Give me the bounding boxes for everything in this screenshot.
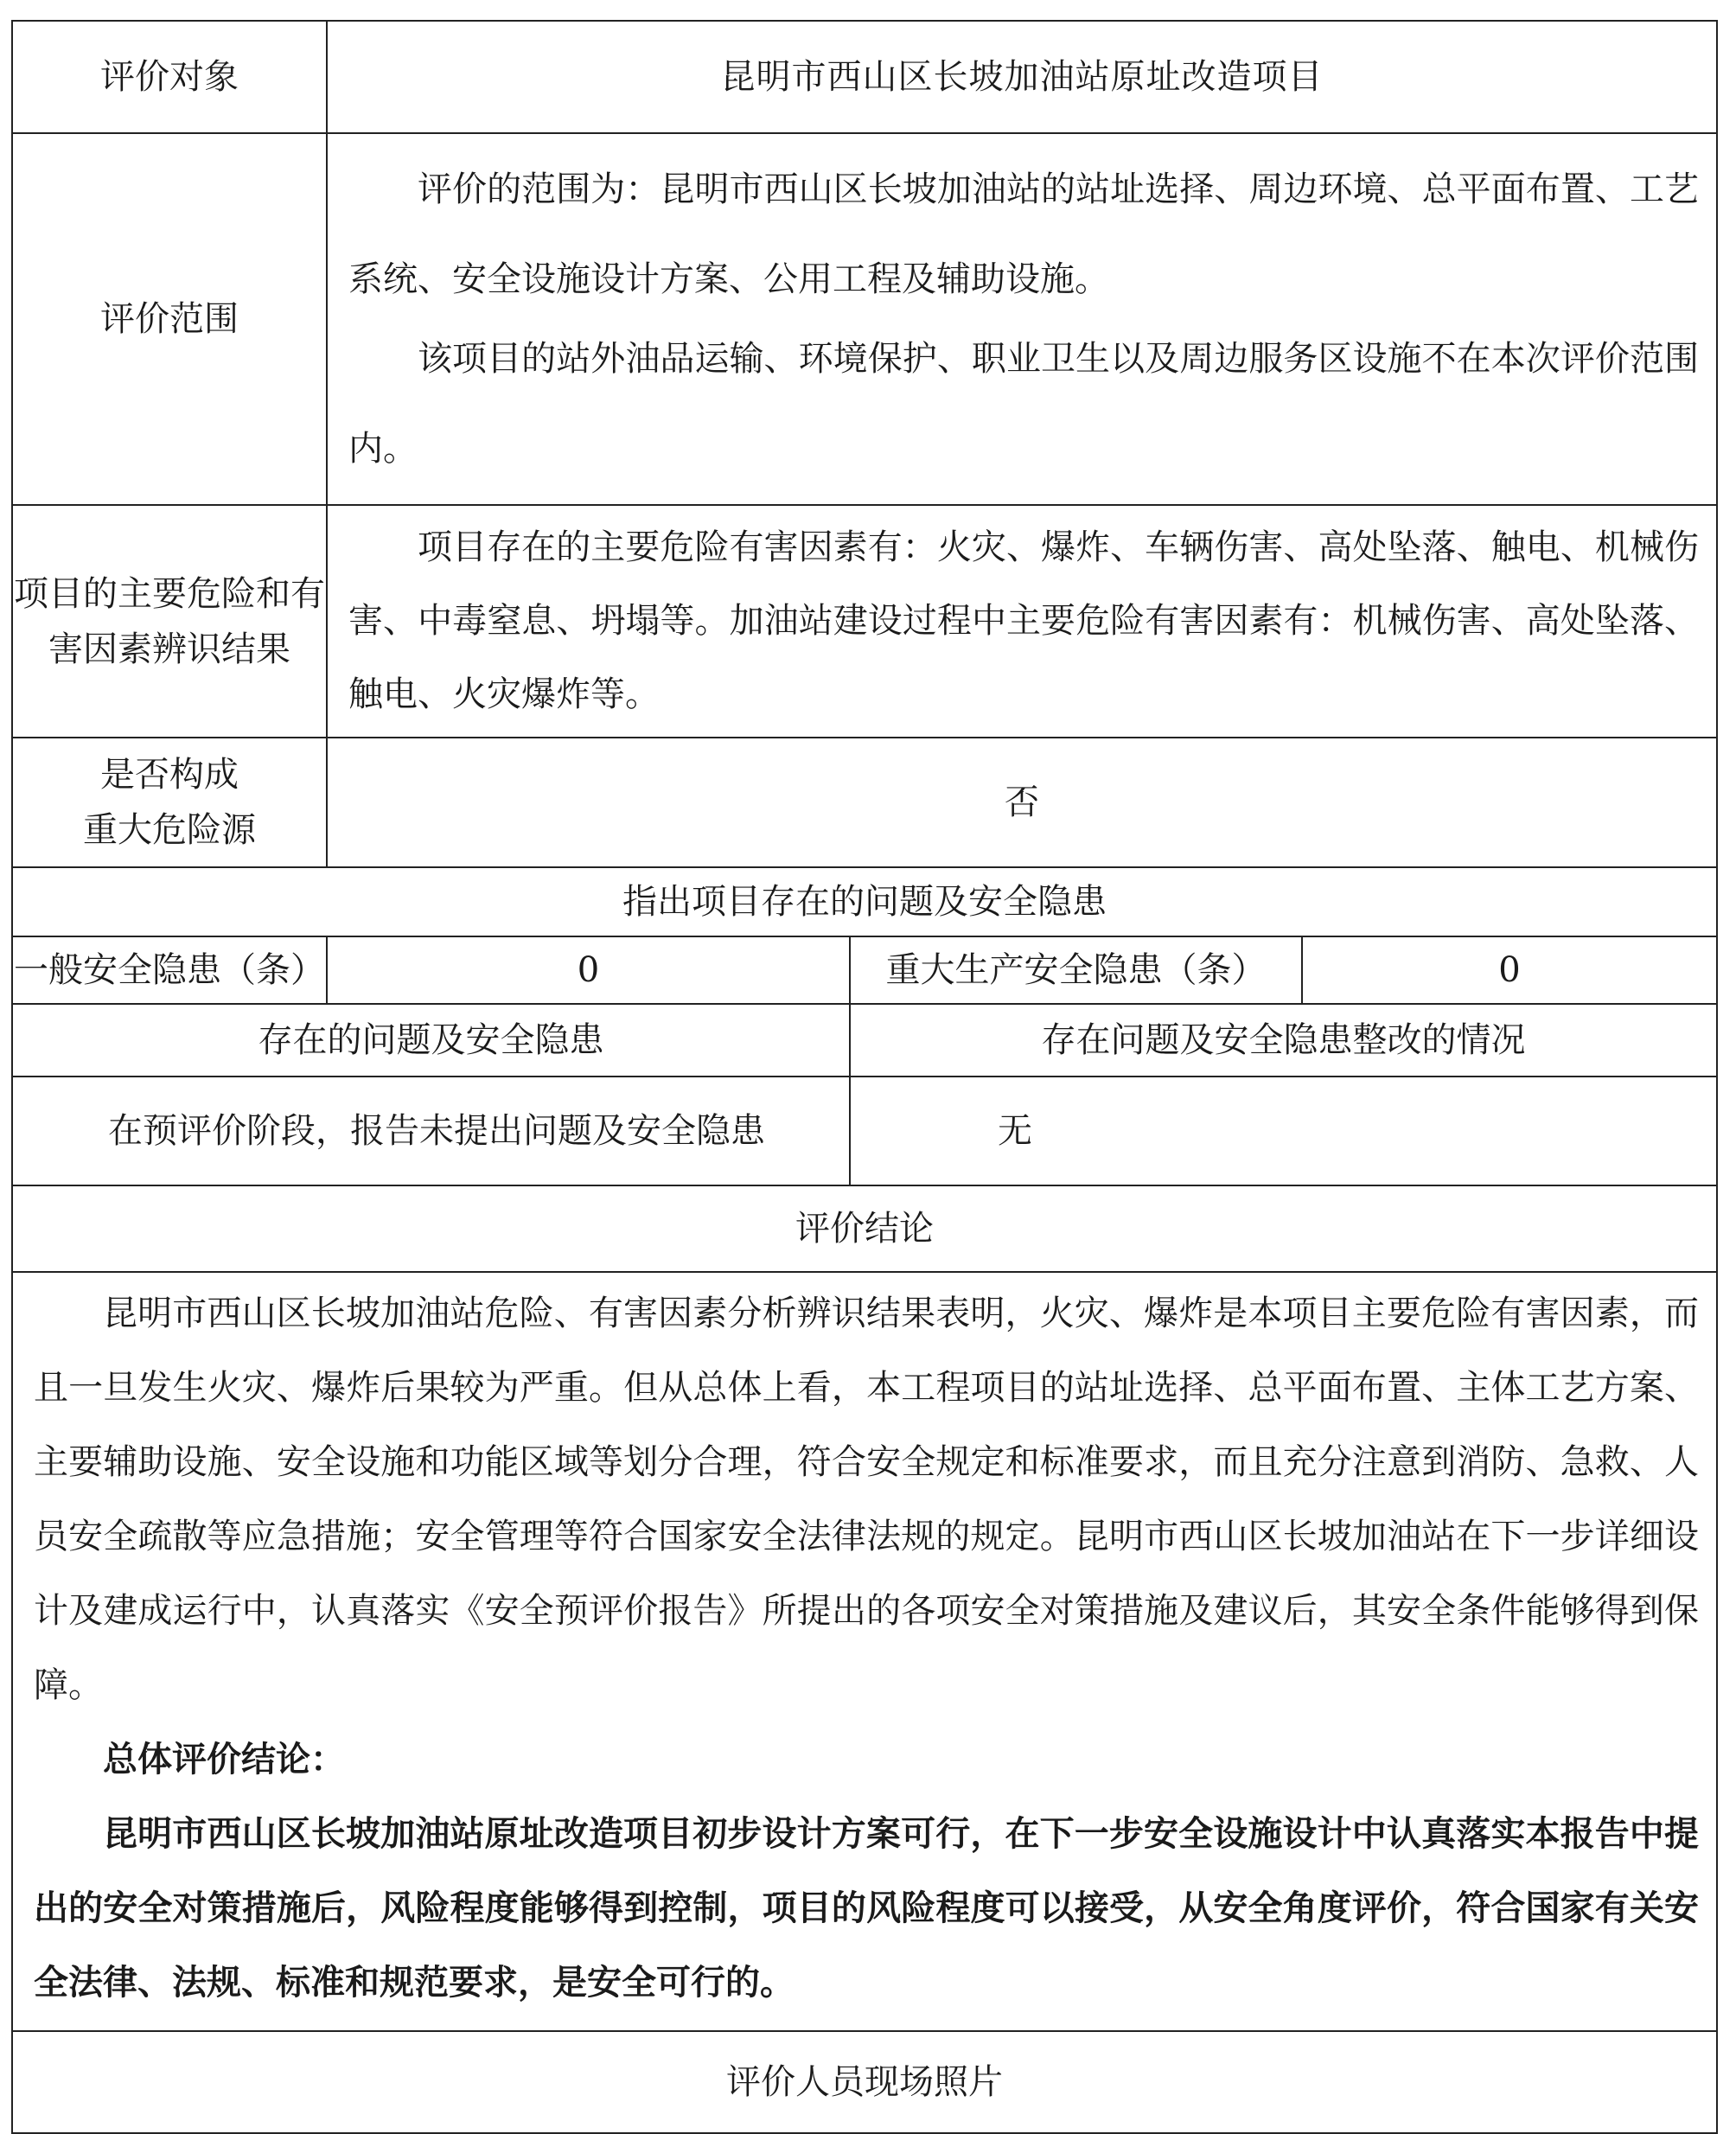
row-issues-columns bbox=[12, 1004, 1717, 1077]
row-photos-header bbox=[12, 2031, 1717, 2133]
major-hazard-count-label: 重大生产安全隐患（条） bbox=[850, 936, 1302, 1004]
conclusion-body: 昆明市西山区长坡加油站危险、有害因素分析辨识结果表明，火灾、爆炸是本项目主要危险有害因素，而且一旦发生火灾、爆炸后果较为严重。但从总体上看，本工程项目的站址选择、总平面布置、主体工艺方案、主要辅助设施、安全设施和功能区域等划分合理，符合安全规定和标准要求，而且充分注意到消防、急救、人员安全疏散等应急措施；安全管理等符合国家安全法律法规的规定。昆明市西山区长坡加油站在下一步详细设计及建成运行中，认真落实《安全预评价报告》所提出的各项安全对策措施及建议后，其安全条件能够得到保障。 bbox=[34, 1294, 1699, 1705]
general-hazard-value: 0 bbox=[327, 936, 850, 1004]
issues-value-right: 无 bbox=[850, 1077, 1717, 1185]
evaluation-table bbox=[11, 20, 1718, 2134]
issues-header: 指出项目存在的问题及安全隐患 bbox=[12, 867, 1717, 936]
row-hazard-counts bbox=[12, 936, 1717, 1004]
label-evaluation-object: 评价对象 bbox=[12, 21, 327, 133]
row-evaluation-object bbox=[12, 21, 1717, 133]
issues-column-right: 存在问题及安全隐患整改的情况 bbox=[850, 1004, 1717, 1077]
row-conclusion-header bbox=[12, 1185, 1717, 1272]
row-major-hazard bbox=[12, 738, 1717, 867]
hazards-text: 项目存在的主要危险有害因素有：火灾、爆炸、车辆伤害、高处坠落、触电、机械伤害、中毒窒息、坍塌等。加油站建设过程中主要危险有害因素有：机械伤害、高处坠落、触电、火灾爆炸等。 bbox=[348, 527, 1699, 714]
issues-value-left: 在预评价阶段，报告未提出问题及安全隐患 bbox=[12, 1077, 850, 1185]
row-issues-values bbox=[12, 1077, 1717, 1185]
major-hazard-value: 否 bbox=[327, 738, 1717, 867]
overall-conclusion-label: 总体评价结论： bbox=[103, 1739, 345, 1779]
label-major-hazard-line-1: 是否构成 bbox=[100, 755, 239, 795]
row-conclusion-body bbox=[12, 1272, 1717, 2031]
scope-paragraph-2: 该项目的站外油品运输、环境保护、职业卫生以及周边服务区设施不在本次评价范围内。 bbox=[348, 339, 1699, 469]
conclusion-content bbox=[12, 1272, 1717, 2031]
major-hazard-count-value: 0 bbox=[1302, 936, 1717, 1004]
row-issues-header bbox=[12, 867, 1717, 936]
label-hazards: 项目的主要危险和有害因素辨识结果 bbox=[12, 505, 327, 738]
general-hazard-label: 一般安全隐患（条） bbox=[12, 936, 327, 1004]
hazards-content bbox=[327, 505, 1717, 738]
overall-conclusion-text: 昆明市西山区长坡加油站原址改造项目初步设计方案可行，在下一步安全设施设计中认真落实本报告中提出的安全对策措施后，风险程度能够得到控制，项目的风险程度可以接受，从安全角度评价，符合国家有关安全法律、法规、标准和规范要求，是安全可行的。 bbox=[34, 1813, 1699, 2003]
label-major-hazard bbox=[12, 738, 327, 867]
label-evaluation-scope: 评价范围 bbox=[12, 133, 327, 505]
row-hazards bbox=[12, 505, 1717, 738]
row-evaluation-scope bbox=[12, 133, 1717, 505]
scope-content bbox=[327, 133, 1717, 505]
issues-column-left: 存在的问题及安全隐患 bbox=[12, 1004, 850, 1077]
conclusion-header: 评价结论 bbox=[12, 1185, 1717, 1272]
label-major-hazard-line-2: 重大危险源 bbox=[83, 810, 256, 850]
scope-paragraph-1: 评价的范围为：昆明市西山区长坡加油站的站址选择、周边环境、总平面布置、工艺系统、安全设施设计方案、公用工程及辅助设施。 bbox=[348, 169, 1699, 299]
project-name: 昆明市西山区长坡加油站原址改造项目 bbox=[327, 21, 1717, 133]
photos-header: 评价人员现场照片 bbox=[12, 2031, 1717, 2133]
